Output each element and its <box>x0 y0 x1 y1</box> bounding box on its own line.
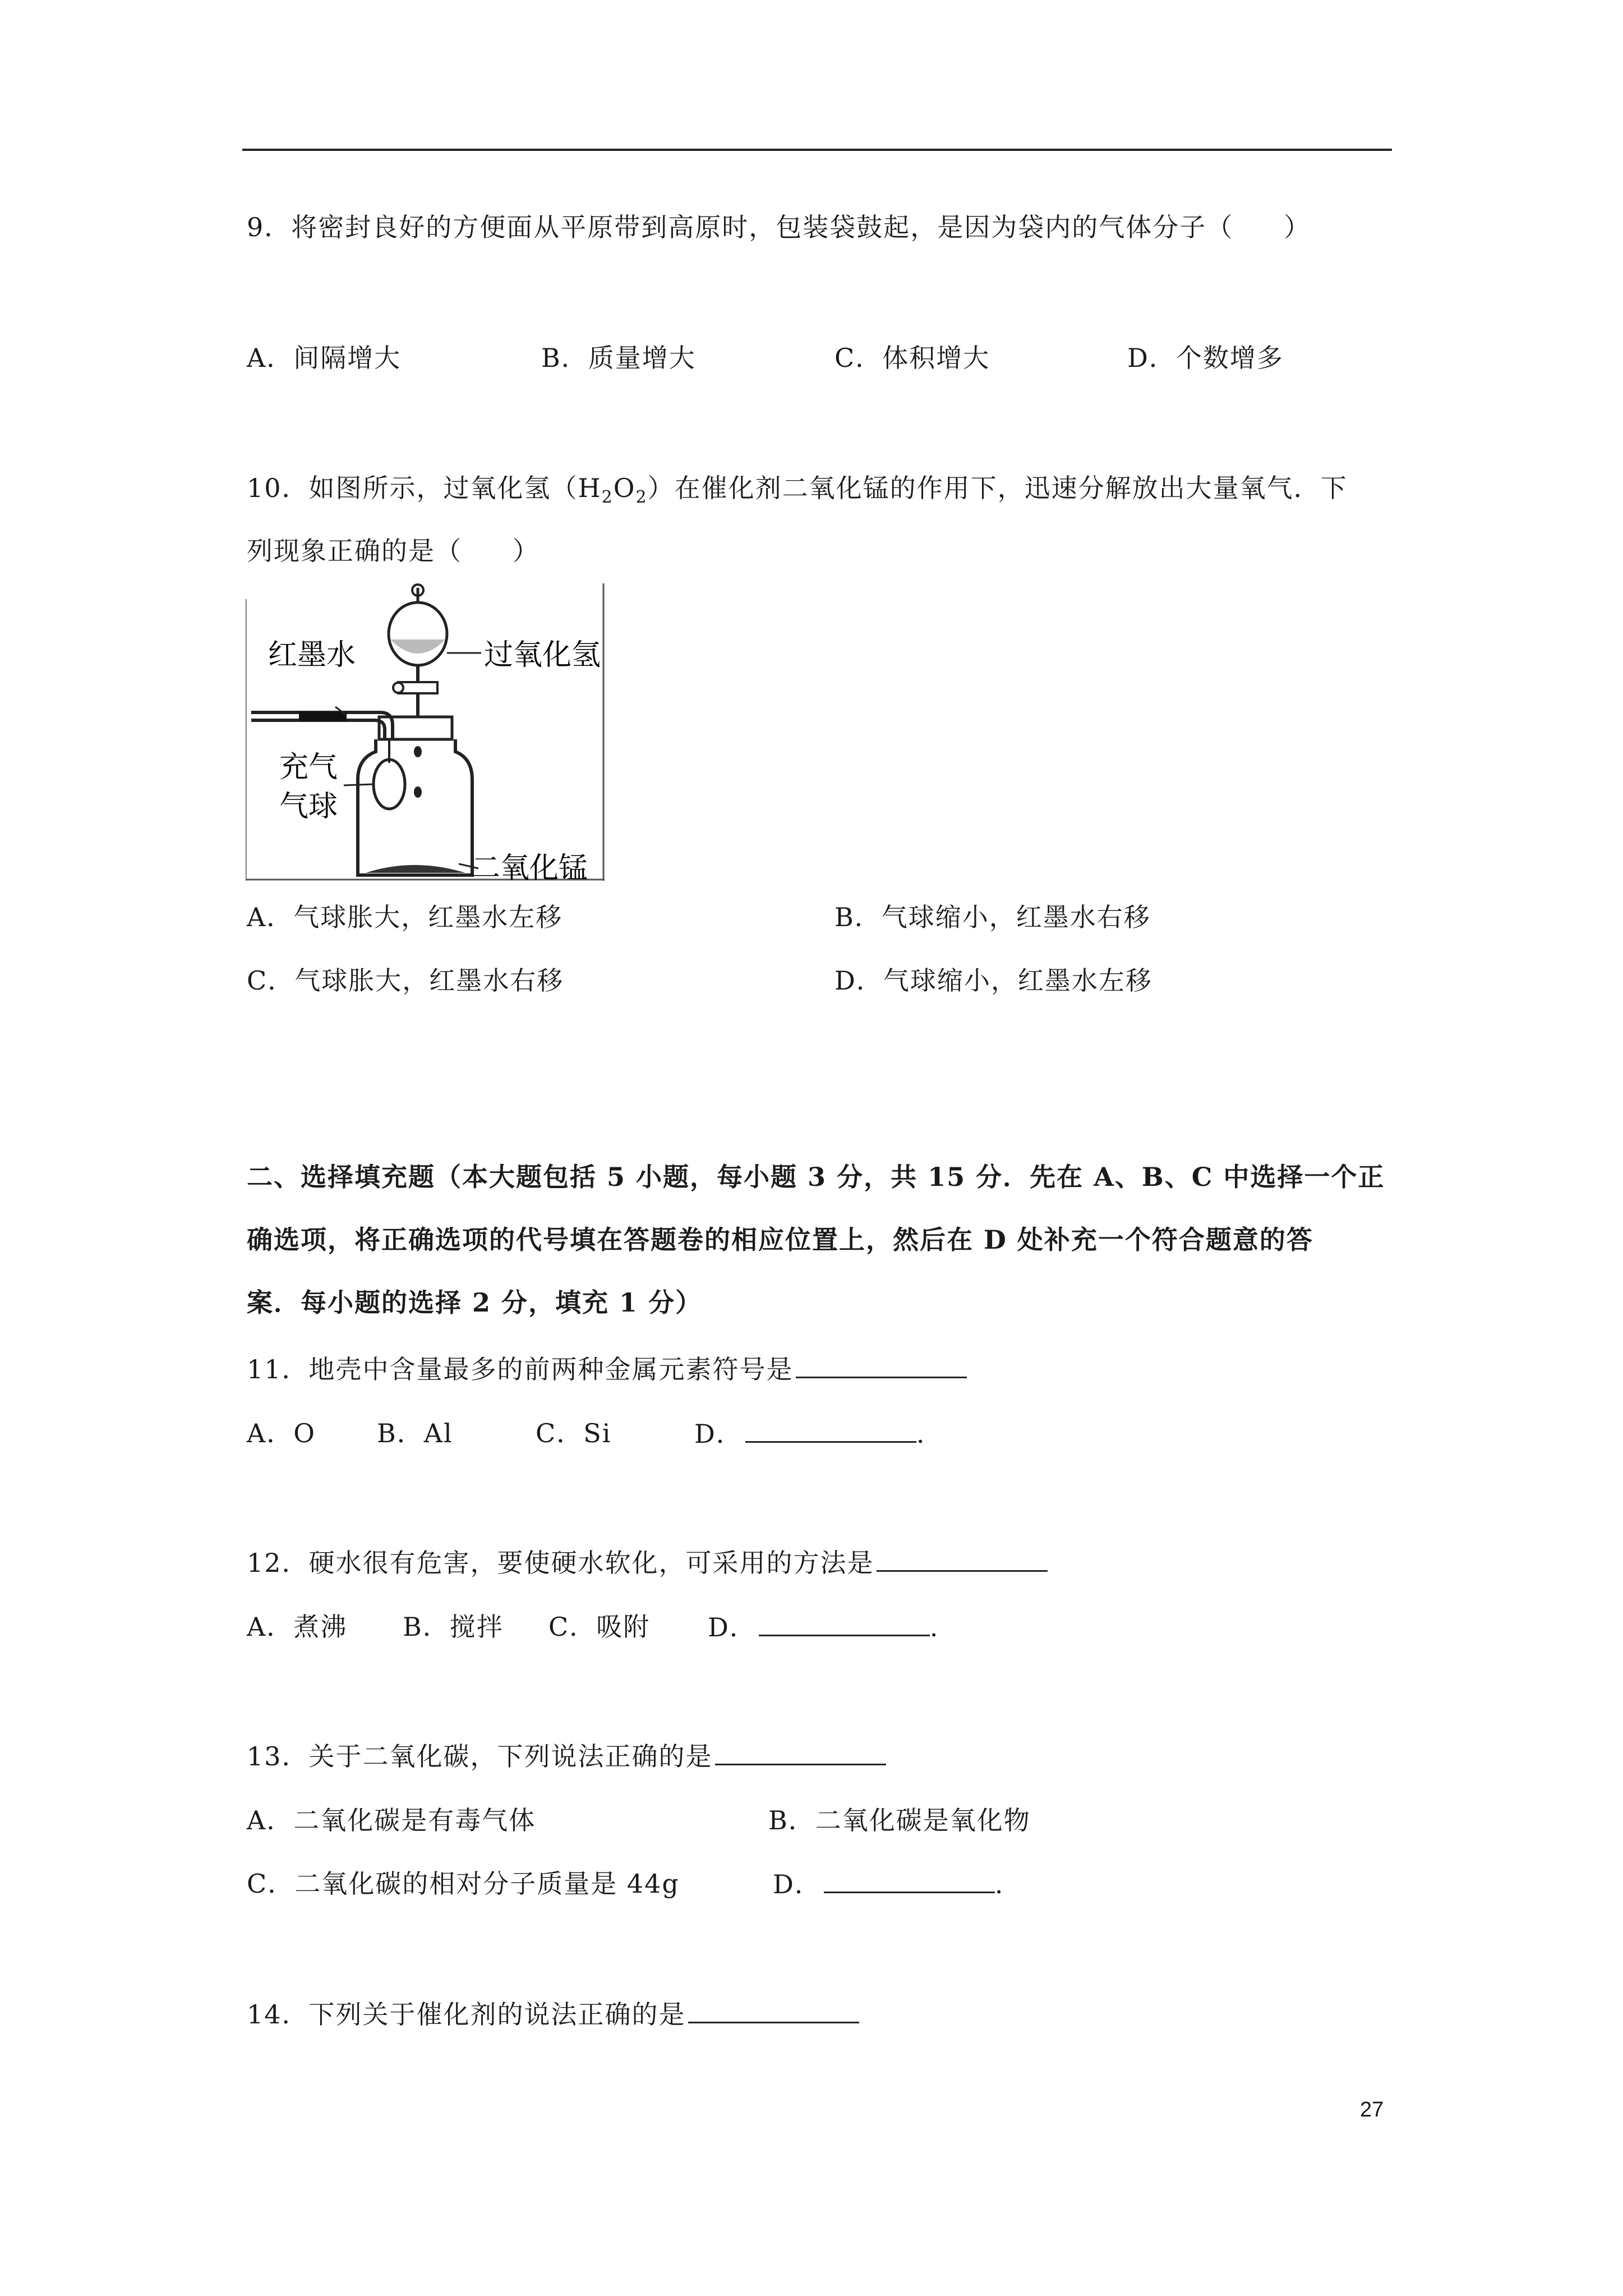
q11-option-d-blank <box>745 1416 916 1443</box>
q11-option-a: A．O <box>247 1418 316 1448</box>
q13-answer-blank <box>715 1739 886 1765</box>
section2-line1: 二、选择填充题（本大题包括 5 小题，每小题 3 分，共 15 分．先在 A、B、C 中选择一个正 <box>247 1162 1385 1192</box>
balloon <box>374 760 405 809</box>
q10-option-d: D．气球缩小，红墨水左移 <box>834 965 1152 996</box>
q11-option-b: B．Al <box>377 1418 453 1448</box>
red-ink-plug <box>299 712 347 721</box>
q13-option-d: D． . <box>773 1867 1004 1901</box>
q12-option-c: C．吸附 <box>548 1612 651 1642</box>
label-mno2: 二氧化锰 <box>471 852 588 881</box>
q12-option-a: A．煮沸 <box>247 1612 348 1642</box>
q12-option-d: D． . <box>708 1610 939 1644</box>
q9-option-d: D．个数增多 <box>1127 343 1284 373</box>
q9-stem: 9．将密封良好的方便面从平原带到高原时，包装袋鼓起，是因为袋内的气体分子（ ） <box>247 212 1311 242</box>
q14-answer-blank <box>688 1997 859 2023</box>
page-number: 27 <box>1360 2098 1384 2122</box>
q10-option-b: B．气球缩小，红墨水右移 <box>834 902 1151 932</box>
label-red-ink: 红墨水 <box>268 638 356 672</box>
apparatus-figure <box>246 583 605 881</box>
q10-stem: 10．如图所示，过氧化氢$(H_2O_2)$在催化剂二氧化锰的作用下，迅速分解放出大量氧气．下 <box>247 473 1348 508</box>
mno2-powder <box>366 865 465 873</box>
section2-line2: 确选项，将正确选项的代号填在答题卷的相应位置上，然后在 D 处补充一个符合题意的答 <box>247 1225 1313 1255</box>
q14-stem: 14．下列关于催化剂的说法正确的是 <box>247 1997 859 2031</box>
q12-stem: 12．硬水很有危害，要使硬水软化，可采用的方法是 <box>247 1545 1048 1580</box>
funnel-bulb <box>389 602 447 665</box>
q11-option-c: C．Si <box>536 1418 612 1448</box>
stopper <box>379 717 452 739</box>
q12-answer-blank <box>877 1545 1048 1572</box>
q13-option-b: B．二氧化碳是氧化物 <box>768 1805 1031 1835</box>
q9-option-c: C．体积增大 <box>834 343 990 373</box>
q10-option-c: C．气球胀大，红墨水右移 <box>247 965 564 996</box>
label-balloon-1: 充气 <box>279 751 338 784</box>
q12-option-d-blank <box>759 1610 930 1636</box>
q10-stem-line2: 列现象正确的是（ ） <box>247 536 540 566</box>
q13-stem: 13．关于二氧化碳，下列说法正确的是 <box>247 1739 886 1773</box>
bottle <box>358 739 472 875</box>
section2-line3: 案．每小题的选择 2 分，填充 1 分） <box>247 1287 703 1318</box>
label-balloon-2: 气球 <box>279 790 338 823</box>
q9-option-a: A．间隔增大 <box>247 343 402 373</box>
q10-option-a: A．气球胀大，红墨水左移 <box>247 902 563 932</box>
q13-option-d-blank <box>824 1867 995 1893</box>
q13-option-a: A．二氧化碳是有毒气体 <box>247 1805 536 1835</box>
label-hydrogen-peroxide: 过氧化氢 <box>484 638 601 672</box>
q12-option-b: B．搅拌 <box>403 1612 504 1642</box>
q11-stem: 11．地壳中含量最多的前两种金属元素符号是 <box>247 1352 967 1386</box>
header-rule <box>242 149 1392 151</box>
q13-option-c: C．二氧化碳的相对分子质量是 44g <box>247 1869 680 1899</box>
q9-option-b: B．质量增大 <box>541 343 696 373</box>
q11-option-d: D． . <box>694 1416 926 1451</box>
q11-answer-blank <box>796 1352 967 1378</box>
